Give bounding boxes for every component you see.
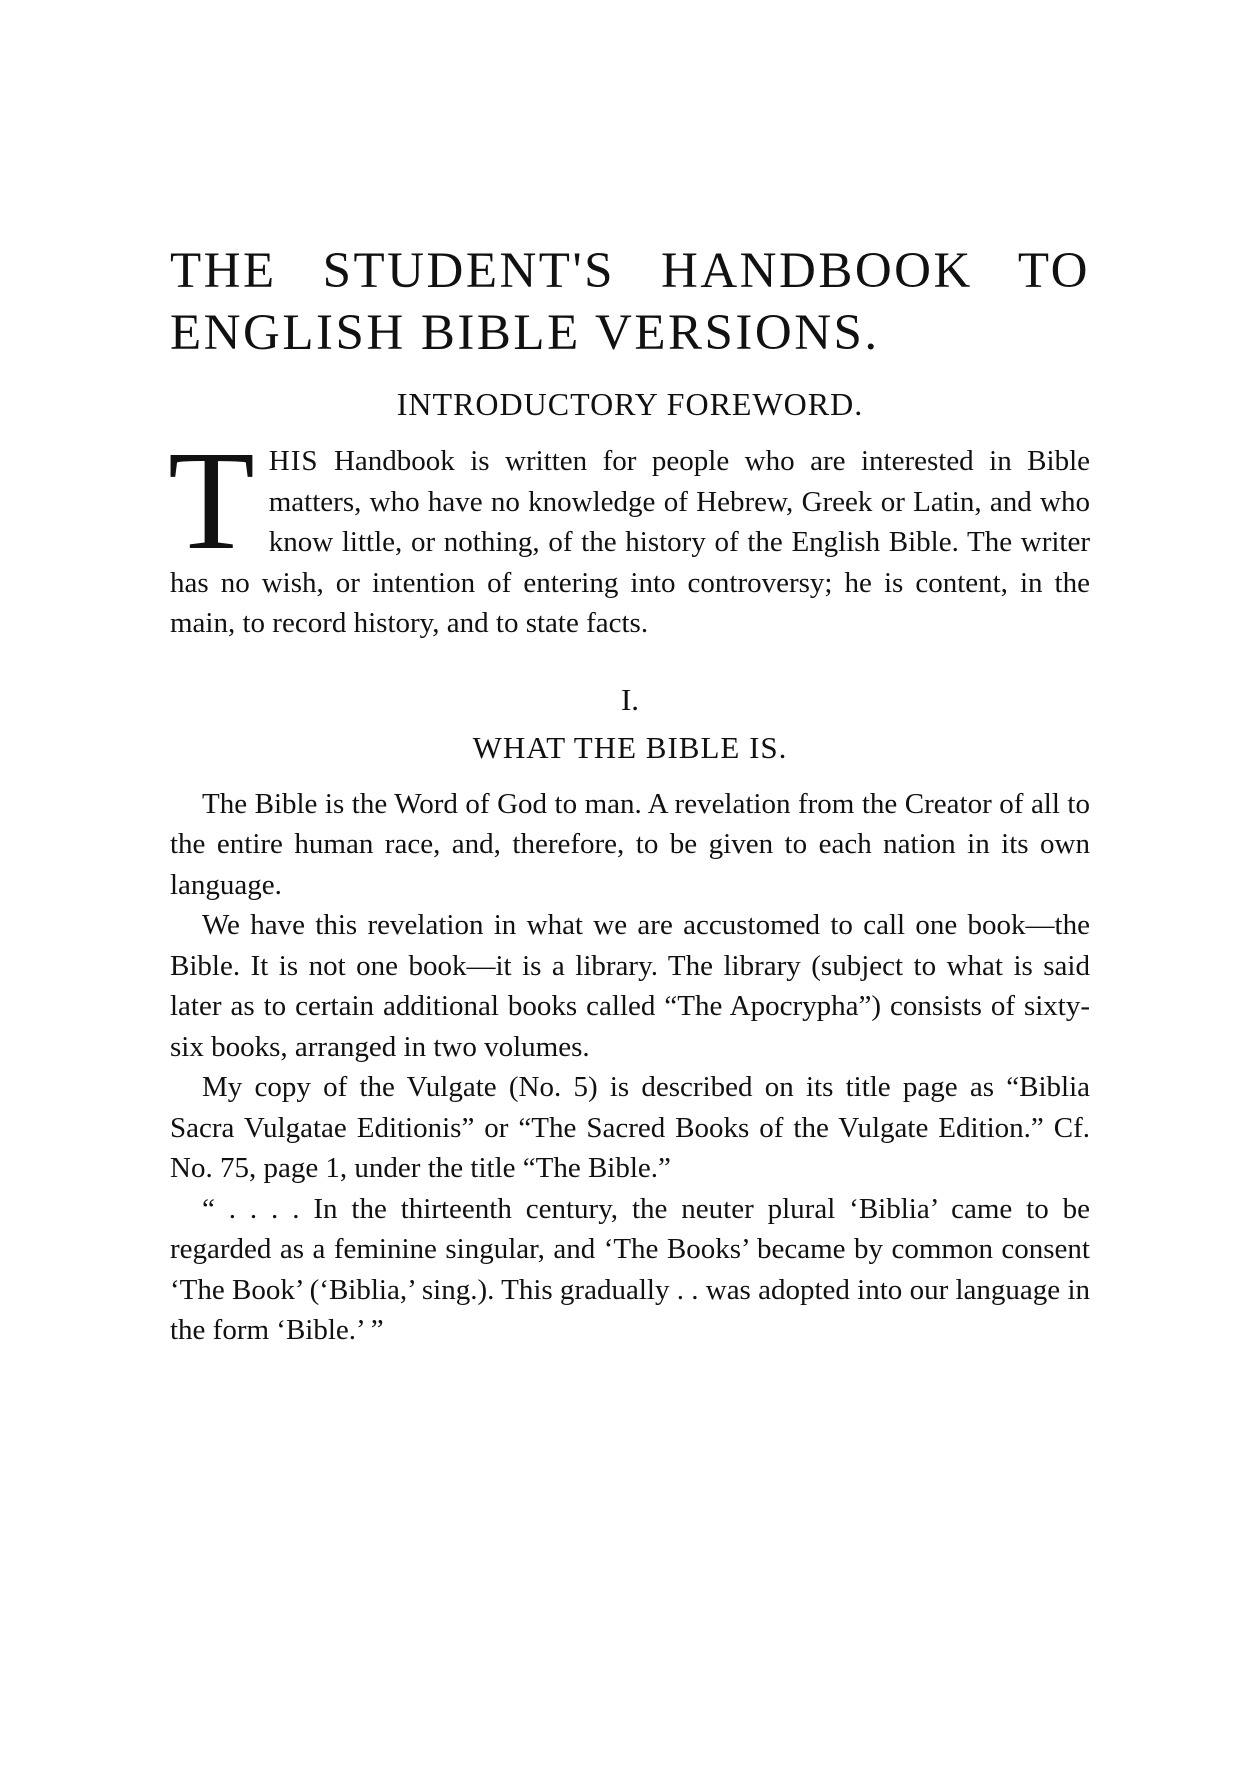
body-paragraph-2: We have this revelation in what we are accustomed to call one book—the Bible. It is not one book—it is a library. The library (subject to what is said later as to certain additional books called “The Apocrypha”) consists of sixty-six books, arranged in two volumes. [170, 909, 1090, 1063]
body-paragraph-3: My copy of the Vulgate (No. 5) is described on its title page as “Biblia Sacra Vulgatae Editionis” or “The Sacred Books of the Vulgate Edition.” Cf. No. 75, page 1, under the title “The Bible.” [170, 1071, 1090, 1184]
foreword-heading: INTRODUCTORY FOREWORD. [396, 386, 864, 422]
book-page [170, 240, 1090, 1351]
section-title: WHAT THE BIBLE IS. [472, 729, 788, 765]
foreword-text: Handbook is written for people who are interested in Bible matters, who have no knowledge of Hebrew, Greek or Latin, and who know little, or nothing, of the history of the English Bible. The writer has no wish, or intention of entering into controversy; he is content, in the main, to record history, and to state facts. [170, 445, 1090, 639]
body-paragraph-1: The Bible is the Word of God to man. A revelation from the Creator of all to the entire human race, and, therefore, to be given to each nation in its own language. [170, 787, 1090, 901]
book-title-line-2: ENGLISH BIBLE VERSIONS. [170, 305, 880, 361]
foreword-first-word: HIS [268, 445, 319, 477]
section-number: I. [620, 681, 640, 717]
book-title-line-1: THE STUDENT'S HANDBOOK TO [170, 243, 1090, 299]
body-paragraph-4: “ . . . . In the thirteenth century, the neuter plural ‘Biblia’ came to be regarded as a feminine singular, and ‘The Books’ became by common consent ‘The Book’ (‘Biblia,’ sing.). This gradually . . was adopted into our language in the form ‘Bible.’ ” [170, 1192, 1090, 1346]
drop-cap-letter: T [168, 421, 255, 579]
foreword-paragraph [168, 421, 1090, 644]
